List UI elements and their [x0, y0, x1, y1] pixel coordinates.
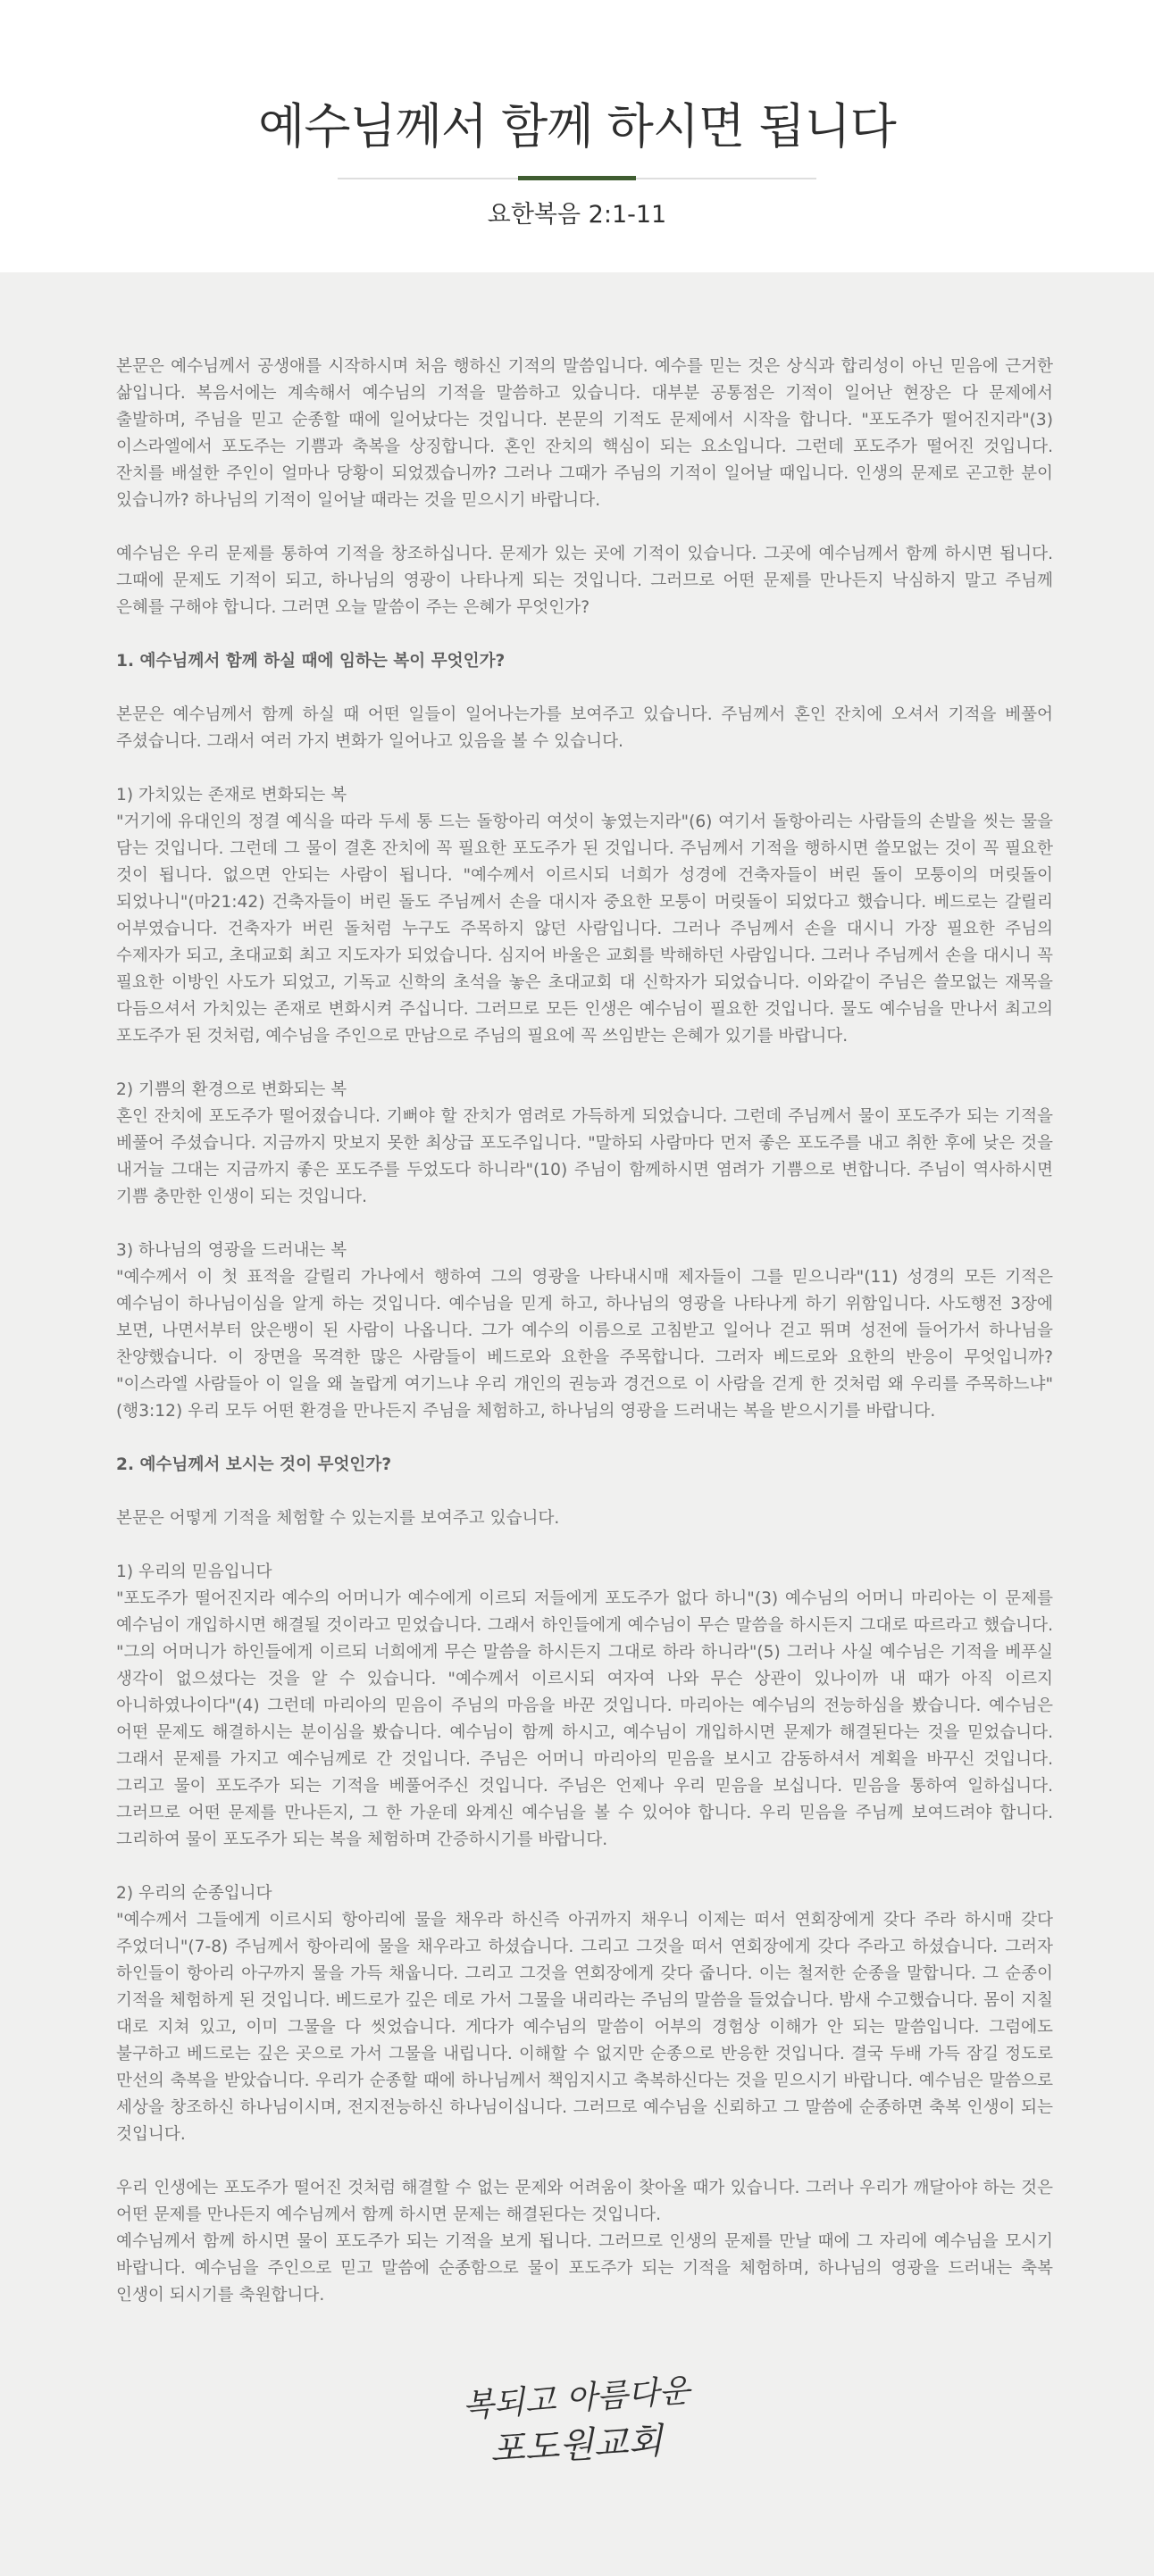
- section-heading-1: 1. 예수님께서 함께 하실 때에 임하는 복이 무엇인가?: [116, 652, 506, 671]
- subsection-title: 2) 기쁨의 환경으로 변화되는 복: [116, 1080, 347, 1099]
- section-1-intro: 본문은 예수님께서 함께 하실 때 어떤 일들이 일어나는가를 보여주고 있습니다. 주님께서 혼인 잔치에 오셔서 기적을 베풀어 주셨습니다. 그래서 여러 가지 변화가 일어나고 있음을 볼 수 있습니다.: [116, 705, 1053, 751]
- subsection-title: 1) 가치있는 존재로 변화되는 복: [116, 786, 347, 804]
- sermon-body: [116, 354, 1053, 2336]
- scripture-reference: 요한복음 2:1-11: [487, 201, 667, 229]
- subsection-1-2: [116, 1077, 1053, 1211]
- logo-line-2: 포도원교회: [489, 2420, 664, 2472]
- conclusion-paragraph-2: 예수님께서 함께 하시면 물이 포도주가 되는 기적을 보게 됩니다. 그러므로 인생의 문제를 만날 때에 그 자리에 예수님을 모시기 바랍니다. 예수님을 주인으로 믿고 말씀에 순종함으로 물이 포도주가 되는 기적을 체험하며, 하나님의 영광을 드러내는 축복 인생이 되시기를 축원합니다.: [116, 2232, 1053, 2305]
- sermon-title: 예수님께서 함께 하시면 됩니다: [258, 98, 896, 154]
- subsection-text: "예수께서 이 첫 표적을 갈릴리 가나에서 행하여 그의 영광을 나타내시매 제자들이 그를 믿으니라"(11) 성경의 모든 기적은 예수님이 하나님이심을 알게 하는 것입니다. 예수님을 믿게 하고, 하나님의 영광을 나타나게 하기 위함입니다. 사도행전 3장에 보면, 나면서부터 앉은뱅이 된 사람이 나옵니다. 그가 예수의 이름으로 고침받고 일어나 걷고 뛰며 성전에 들어가서 하나님을 찬양했습니다. 이 장면을 목격한 많은 사람들이 베드로와 요한을 주목합니다. 그러자 베드로와 요한의 반응이 무엇입니까? "이스라엘 사람들아 이 일을 왜 놀랍게 여기느냐 우리 개인의 권능과 경건으로 이 사람을 걷게 한 것처럼 왜 우리를 주목하느냐"(행3:12) 우리 모두 어떤 환경을 만나든지 주님을 체험하고, 하나님의 영광을 드러내는 복을 받으시기를 바랍니다.: [116, 1268, 1053, 1421]
- church-logo: [0, 2357, 1154, 2491]
- section-heading-2: 2. 예수님께서 보시는 것이 무엇인가?: [116, 1455, 392, 1474]
- logo-line-1: 복되고 아름다운: [461, 2372, 691, 2425]
- subsection-2-2: [116, 1880, 1053, 2148]
- page-header: [0, 0, 1154, 272]
- subsection-title: 3) 하나님의 영광을 드러내는 복: [116, 1241, 347, 1260]
- subsection-text: 혼인 잔치에 포도주가 떨어졌습니다. 기뻐야 할 잔치가 염려로 가득하게 되었습니다. 그런데 주님께서 물이 포도주가 되는 기적을 베풀어 주셨습니다. 지금까지 맛보지 못한 최상급 포도주입니다. "말하되 사람마다 먼저 좋은 포도주를 내고 취한 후에 낮은 것을 내거늘 그대는 지금까지 좋은 포도주를 두었도다 하니라"(10) 주님이 함께하시면 염려가 기쁨으로 변합니다. 주님이 역사하시면 기쁨 충만한 인생이 되는 것입니다.: [116, 1107, 1053, 1206]
- title-divider-accent: [518, 176, 636, 180]
- section-2-intro: 본문은 어떻게 기적을 체험할 수 있는지를 보여주고 있습니다.: [116, 1509, 560, 1528]
- subsection-title: 2) 우리의 순종입니다: [116, 1884, 272, 1903]
- subsection-text: "포도주가 떨어진지라 예수의 어머니가 예수에게 이르되 저들에게 포도주가 없다 하니"(3) 예수님의 어머니 마리아는 이 문제를 예수님이 개입하시면 해결될 것이라고 믿었습니다. 그래서 하인들에게 예수님이 무슨 말씀을 하시든지 그대로 따르라고 했습니다. "그의 어머니가 하인들에게 이르되 너희에게 무슨 말씀을 하시든지 그대로 하라 하니라"(5) 그러나 사실 예수님은 기적을 베푸실 생각이 없으셨다는 것을 알 수 있습니다. "예수께서 이르시되 여자여 나와 무슨 상관이 있나이까 내 때가 아직 이르지 아니하였나이다"(4) 그런데 마리아의 믿음이 주님의 마음을 바꾼 것입니다. 마리아는 예수님의 전능하심을 봤습니다. 예수님은 어떤 문제도 해결하시는 분이심을 봤습니다. 예수님이 함께 하시고, 예수님이 개입하시면 문제가 해결된다는 것을 믿었습니다. 그래서 문제를 가지고 예수님께로 간 것입니다. 주님은 어머니 마리아의 믿음을 보시고 감동하셔서 계획을 바꾸신 것입니다. 그리고 물이 포도주가 되는 기적을 베풀어주신 것입니다. 주님은 언제나 우리 믿음을 보십니다. 믿음을 통하여 일하십니다. 그러므로 어떤 문제를 만나든지, 그 한 가운데 와계신 예수님을 볼 수 있어야 합니다. 우리 믿음을 주님께 보여드려야 합니다. 그리하여 물이 포도주가 되는 복을 체험하며 간증하시기를 바랍니다.: [116, 1589, 1053, 1849]
- subsection-1-1: [116, 782, 1053, 1050]
- subsection-title: 1) 우리의 믿음입니다: [116, 1563, 272, 1581]
- subsection-text: "거기에 유대인의 정결 예식을 따라 두세 통 드는 돌항아리 여섯이 놓였는지라"(6) 여기서 돌항아리는 사람들의 손발을 씻는 물을 담는 것입니다. 그런데 그 물이 결혼 잔치에 꼭 필요한 포도주가 된 것입니다. 주님께서 기적을 행하시면 쓸모없는 것이 꼭 필요한 것이 됩니다. 없으면 안되는 사람이 됩니다. "예수께서 이르시되 너희가 성경에 건축자들이 버린 돌이 모퉁이의 머릿돌이 되었나니"(마21:42) 건축자들이 버린 돌도 주님께서 손을 대시자 중요한 모퉁이 머릿돌이 되었다고 했습니다. 베드로는 갈릴리 어부였습니다. 건축자가 버린 돌처럼 누구도 주목하지 않던 사람입니다. 그러나 주님께서 손을 대시니 가장 필요한 주님의 수제자가 되고, 초대교회 최고 지도자가 되었습니다. 심지어 바울은 교회를 박해하던 사람입니다. 그러나 주님께서 손을 대시니 꼭 필요한 이방인 사도가 되었고, 기독교 신학의 초석을 놓은 초대교회 대 신학자가 되었습니다. 이와같이 주님은 쓸모없는 재목을 다듬으셔서 가치있는 존재로 변화시켜 주십니다. 그러므로 모든 인생은 예수님이 필요한 것입니다. 물도 예수님을 만나서 최고의 포도주가 된 것처럼, 예수님을 주인으로 만남으로 주님의 필요에 꼭 쓰임받는 은혜가 있기를 바랍니다.: [116, 813, 1053, 1046]
- conclusion-paragraph: 우리 인생에는 포도주가 떨어진 것처럼 해결할 수 없는 문제와 어려움이 찾아올 때가 있습니다. 그러나 우리가 깨달아야 하는 것은 어떤 문제를 만나든지 예수님께서 함께 하시면 문제는 해결된다는 것입니다.: [116, 2179, 1053, 2224]
- intro-paragraph-2: 예수님은 우리 문제를 통하여 기적을 창조하십니다. 문제가 있는 곳에 기적이 있습니다. 그곳에 예수님께서 함께 하시면 됩니다. 그때에 문제도 기적이 되고, 하나님의 영광이 나타나게 되는 것입니다. 그러므로 어떤 문제를 만나든지 낙심하지 말고 주님께 은혜를 구해야 합니다. 그러면 오늘 말씀이 주는 은혜가 무엇인가?: [116, 545, 1053, 617]
- subsection-2-1: [116, 1559, 1053, 1854]
- intro-paragraph: 본문은 예수님께서 공생애를 시작하시며 처음 행하신 기적의 말씀입니다. 예수를 믿는 것은 상식과 합리성이 아닌 믿음에 근거한 삶입니다. 복음서에는 계속해서 예수님의 기적을 말씀하고 있습니다. 대부분 공통점은 기적이 일어난 현장은 다 문제에서 출발하며, 주님을 믿고 순종할 때에 일어났다는 것입니다. 본문의 기적도 문제에서 시작을 합니다. "포도주가 떨어진지라"(3) 이스라엘에서 포도주는 기쁨과 축복을 상징합니다. 혼인 잔치의 핵심이 되는 요소입니다. 그런데 포도주가 떨어진 것입니다. 잔치를 배설한 주인이 얼마나 당황이 되었겠습니까? 그러나 그때가 주님의 기적이 일어날 때입니다. 인생의 문제로 곤고한 분이 있습니까? 하나님의 기적이 일어날 때라는 것을 믿으시기 바랍니다.: [116, 357, 1053, 510]
- subsection-text: "예수께서 그들에게 이르시되 항아리에 물을 채우라 하신즉 아귀까지 채우니 이제는 떠서 연회장에게 갖다 주라 하시매 갖다 주었더니"(7-8) 주님께서 항아리에 물을 채우라고 하셨습니다. 그리고 그것을 떠서 연회장에게 갖다 주라고 하셨습니다. 그러자 하인들이 항아리 아구까지 물을 가득 채웁니다. 그리고 그것을 연회장에게 갖다 줍니다. 이는 철저한 순종을 말합니다. 그 순종이 기적을 체험하게 된 것입니다. 베드로가 깊은 데로 가서 그물을 내리라는 주님의 말씀을 들었습니다. 밤새 수고했습니다. 몸이 지칠 대로 지쳐 있고, 이미 그물을 다 씻었습니다. 게다가 예수님의 말씀이 어부의 경험상 이해가 안 되는 말씀입니다. 그럼에도 불구하고 베드로는 깊은 곳으로 가서 그물을 내립니다. 이해할 수 없지만 순종으로 반응한 것입니다. 결국 두배 가득 잠길 정도로 만선의 축복을 받았습니다. 우리가 순종할 때에 하나님께서 책임지시고 축복하신다는 것을 믿으시기 바랍니다. 예수님은 말씀으로 세상을 창조하신 하나님이시며, 전지전능하신 하나님이십니다. 그러므로 예수님을 신뢰하고 그 말씀에 순종하면 축복 인생이 되는 것입니다.: [116, 1911, 1053, 2144]
- subsection-1-3: [116, 1238, 1053, 1425]
- church-logo-calligraphy: [461, 2357, 693, 2482]
